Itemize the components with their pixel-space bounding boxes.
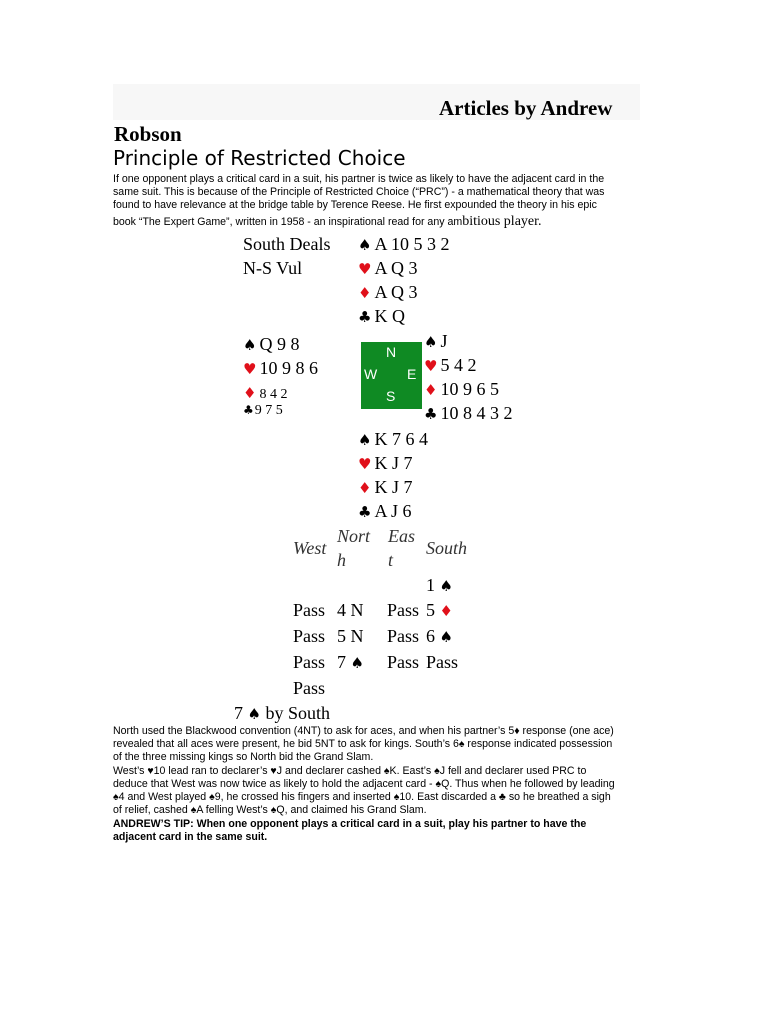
bid-west-4: Pass	[293, 652, 326, 672]
analysis-line-1: North used the Blackwood convention (4NT) to ask for aces, and when his partner’s 5♦ response (one ace)	[113, 725, 614, 737]
diamond-icon: ♦	[358, 284, 372, 302]
north-spades: ♠ A 10 5 3 2	[358, 234, 450, 254]
heart-icon: ♥	[424, 357, 438, 375]
bidding-header-east-1: Eas	[388, 526, 415, 546]
bid-north-4: 7 ♠	[337, 652, 364, 672]
bid-north-2: 4 N	[337, 600, 364, 620]
club-icon: ♣	[243, 403, 254, 417]
spade-icon: ♠	[424, 333, 438, 351]
analysis-line-6: ♠4 and West played ♠9, he crossed his fingers and inserted ♠10. East discarded a ♣ so he breathed a sigh	[113, 791, 611, 803]
spade-icon: ♠	[243, 336, 257, 354]
club-icon: ♣	[424, 405, 438, 423]
diamond-icon: ♦	[358, 479, 372, 497]
intro-line-3: found to have relevance at the bridge table by Terence Reese. He first expounded the theory in his epic	[113, 199, 597, 211]
bid-south-4: Pass	[426, 652, 459, 672]
compass-south: S	[386, 388, 396, 404]
analysis-line-2: revealed that all aces were present, he bid 5NT to ask for kings. South’s 6♠ response indicated possession	[113, 738, 613, 750]
bidding-header-east-2: t	[388, 550, 394, 570]
bid-west-2: Pass	[293, 600, 326, 620]
contract: 7 ♠ by South	[234, 703, 330, 723]
bid-east-3: Pass	[387, 626, 420, 646]
diamond-icon: ♦	[243, 384, 257, 402]
bid-west-5: Pass	[293, 678, 326, 698]
vulnerability-label: N-S Vul	[243, 258, 303, 278]
header-title-line2: Robson	[114, 122, 182, 146]
bid-east-4: Pass	[387, 652, 420, 672]
south-spades: ♠ K 7 6 4	[358, 429, 428, 449]
heart-icon: ♥	[358, 260, 372, 278]
spade-icon: ♠	[358, 431, 372, 449]
tip-line-2: adjacent card in the same suit.	[113, 831, 268, 843]
diamond-icon: ♦	[424, 381, 438, 399]
south-diamonds: ♦ K J 7	[358, 477, 413, 497]
bid-north-3: 5 N	[337, 626, 364, 646]
bidding-header-west: West	[293, 538, 327, 558]
diamond-icon: ♦	[439, 602, 453, 620]
club-icon: ♣	[358, 308, 372, 326]
spade-icon: ♠	[439, 577, 453, 595]
north-hearts: ♥ A Q 3	[358, 258, 418, 278]
bidding-header-north-2: h	[337, 550, 346, 570]
bid-east-2: Pass	[387, 600, 420, 620]
west-clubs: ♣9 7 5	[243, 403, 283, 418]
west-spades: ♠ Q 9 8	[243, 334, 300, 354]
south-clubs: ♣ A J 6	[358, 501, 412, 521]
bid-south-1: 1 ♠	[426, 575, 453, 595]
analysis-line-5: deduce that West was now twice as likely to hold the adjacent card - ♠Q. Thus when he followed by leading	[113, 778, 615, 790]
table-compass	[361, 342, 422, 409]
bid-west-3: Pass	[293, 626, 326, 646]
north-clubs: ♣ K Q	[358, 306, 405, 326]
header-title-line1: Articles by Andrew	[439, 96, 613, 120]
analysis-line-7: of relief, cashed ♠A felling West’s ♠Q, and claimed his Grand Slam.	[113, 804, 427, 816]
spade-icon: ♠	[439, 628, 453, 646]
heart-icon: ♥	[358, 455, 372, 473]
compass-west: W	[364, 366, 378, 382]
intro-line-4: book “The Expert Game”, written in 1958 - an inspirational read for any ambitious player.	[113, 214, 542, 229]
bidding-header-south: South	[426, 538, 468, 558]
analysis-line-3: of the three missing kings so North bid the Grand Slam.	[113, 751, 374, 763]
article-title: Principle of Restricted Choice	[113, 146, 406, 170]
bidding-header-north-1: Nort	[337, 526, 371, 546]
west-diamonds: ♦ 8 4 2	[243, 384, 288, 402]
club-icon: ♣	[358, 503, 372, 521]
spade-icon: ♠	[350, 654, 364, 672]
heart-icon: ♥	[243, 360, 257, 378]
east-spades: ♠ J	[424, 331, 448, 351]
spade-icon: ♠	[247, 705, 261, 723]
intro-line-1: If one opponent plays a critical card in a suit, his partner is twice as likely to have the adjacent card in the	[113, 173, 605, 185]
west-hearts: ♥ 10 9 8 6	[243, 358, 318, 378]
bid-south-3: 6 ♠	[426, 626, 453, 646]
tip-line-1: ANDREW’S TIP: When one opponent plays a critical card in a suit, play his partner to have the	[113, 818, 587, 830]
east-diamonds: ♦ 10 9 6 5	[424, 379, 499, 399]
south-hearts: ♥ K J 7	[358, 453, 413, 473]
analysis-line-4: West’s ♥10 lead ran to declarer’s ♥J and declarer cashed ♠K. East’s ♠J fell and declarer used PRC to	[113, 765, 587, 777]
spade-icon: ♠	[358, 236, 372, 254]
compass-north: N	[386, 344, 397, 360]
north-diamonds: ♦ A Q 3	[358, 282, 418, 302]
dealer-label: South Deals	[243, 234, 331, 254]
east-clubs: ♣ 10 8 4 3 2	[424, 403, 513, 423]
east-hearts: ♥ 5 4 2	[424, 355, 477, 375]
compass-east: E	[407, 366, 417, 382]
bid-south-2: 5 ♦	[426, 600, 453, 620]
intro-line-2: same suit. This is because of the Principle of Restricted Choice (“PRC”) - a mathematical theory that was	[113, 186, 605, 198]
